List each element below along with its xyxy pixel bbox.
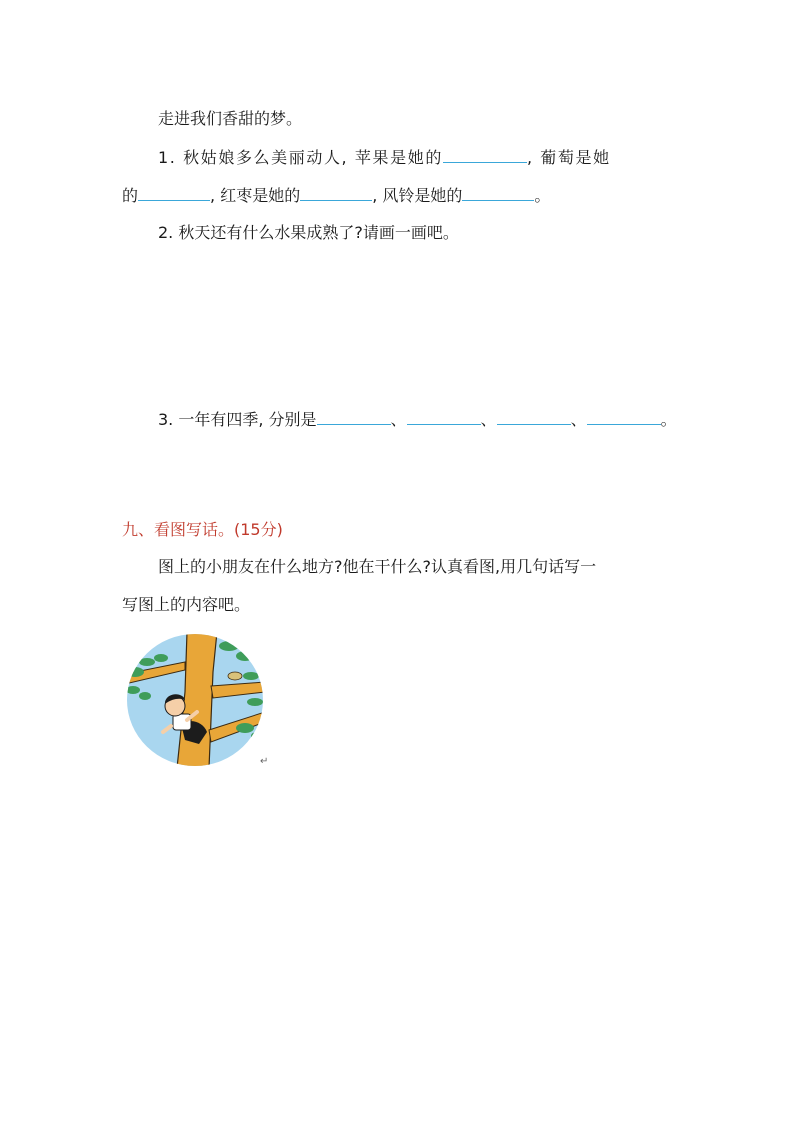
q3-blank-season-1[interactable] bbox=[317, 408, 391, 425]
q3-text: 3. 一年有四季, 分别是 bbox=[158, 410, 317, 429]
question-3 bbox=[158, 408, 677, 431]
q3-blank-season-3[interactable] bbox=[497, 408, 571, 425]
q3-sep-3: 、 bbox=[570, 410, 587, 429]
q1-text-b: , 葡萄是她 bbox=[526, 148, 611, 167]
q1-text-f: 。 bbox=[534, 186, 551, 205]
q3-blank-season-2[interactable] bbox=[407, 408, 481, 425]
boy-climbing-tree-illustration bbox=[125, 632, 265, 768]
q3-blank-season-4[interactable] bbox=[587, 408, 661, 425]
section-9-heading: 九、看图写话。(15分) bbox=[122, 520, 283, 539]
paragraph-return-icon: ↵ bbox=[260, 756, 269, 767]
q1-text-e: , 风铃是她的 bbox=[372, 186, 463, 205]
question-1-line-2 bbox=[122, 184, 550, 207]
q1-blank-grape[interactable] bbox=[138, 184, 210, 201]
q1-blank-windchime[interactable] bbox=[462, 184, 534, 201]
q1-blank-apple[interactable] bbox=[443, 146, 527, 163]
question-1-line-1 bbox=[158, 146, 611, 169]
question-2: 2. 秋天还有什么水果成熟了?请画一画吧。 bbox=[158, 223, 459, 242]
q1-text-a: 1. 秋姑娘多么美丽动人, 苹果是她的 bbox=[158, 148, 443, 167]
q3-sep-2: 、 bbox=[480, 410, 497, 429]
q1-text-d: , 红枣是她的 bbox=[210, 186, 301, 205]
q1-blank-jujube[interactable] bbox=[300, 184, 372, 201]
section-9-prompt-line-1: 图上的小朋友在什么地方?他在干什么?认真看图,用几句话写一 bbox=[158, 557, 597, 576]
q1-text-c: 的 bbox=[122, 186, 139, 205]
q3-end: 。 bbox=[660, 410, 677, 429]
drawing-area[interactable] bbox=[122, 260, 674, 390]
section-9-prompt-line-2: 写图上的内容吧。 bbox=[122, 595, 251, 614]
intro-line: 走进我们香甜的梦。 bbox=[158, 109, 303, 128]
q3-sep-1: 、 bbox=[390, 410, 407, 429]
bird bbox=[228, 672, 242, 680]
